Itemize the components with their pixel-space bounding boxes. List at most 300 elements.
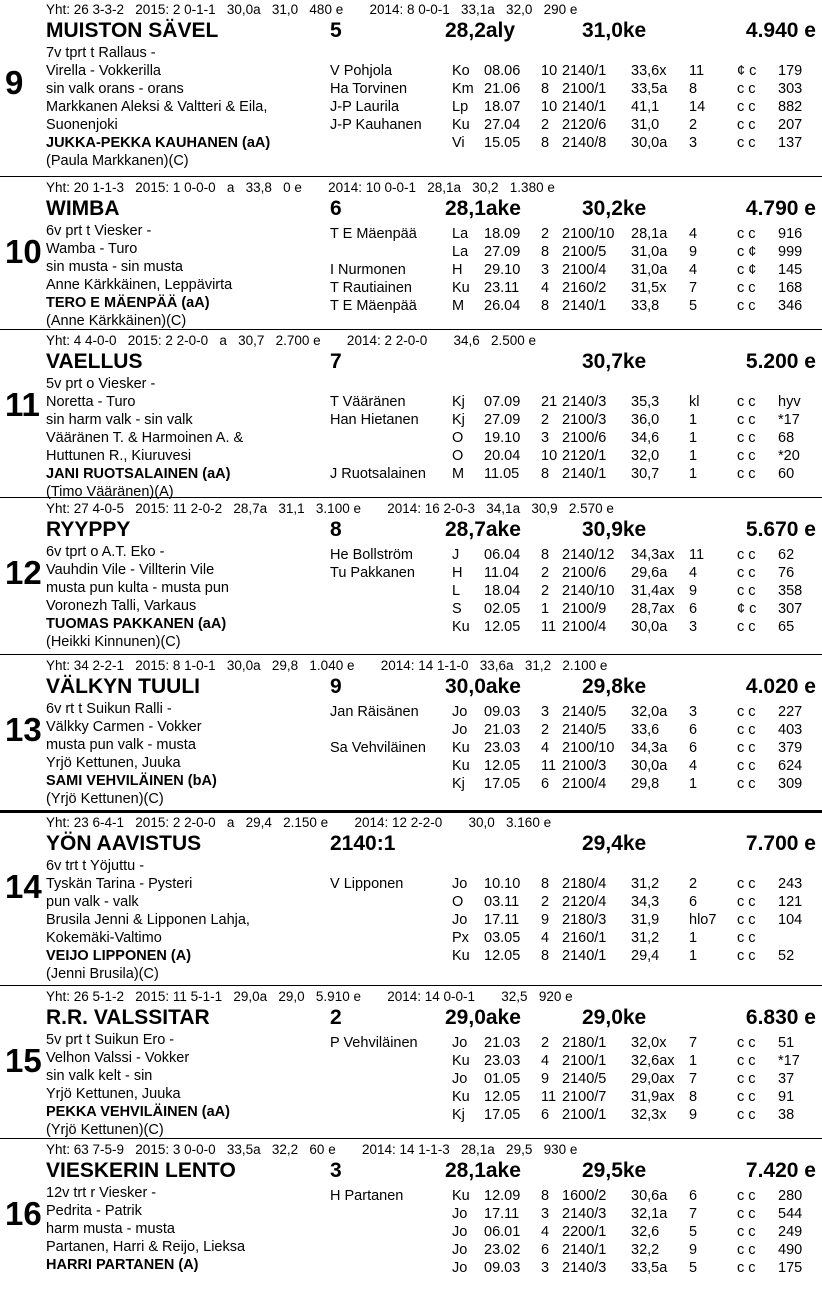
- start-st: 8: [541, 244, 550, 260]
- start-odds: 490: [778, 1242, 803, 1258]
- start-st: 6: [541, 1107, 550, 1123]
- start-odds: 37: [778, 1071, 795, 1087]
- start-st: 2: [541, 565, 550, 581]
- start-dist: 2100/10: [562, 226, 615, 242]
- start-sh: c ¢: [737, 244, 757, 260]
- start-date: 21.03: [484, 722, 521, 738]
- start-odds: 76: [778, 565, 795, 581]
- start-drv: Tu Pakkanen: [330, 565, 415, 581]
- start-odds: 346: [778, 298, 803, 314]
- start-sh: c c: [737, 226, 756, 242]
- post-position: 2140:1: [330, 832, 396, 855]
- start-sh: c c: [737, 912, 756, 928]
- start-time: 34,6: [631, 430, 660, 446]
- start-drv: J Ruotsalainen: [330, 466, 426, 482]
- start-st: 2: [541, 894, 550, 910]
- start-date: 12.05: [484, 948, 521, 964]
- pedigree-line: sin valk kelt - sin: [46, 1068, 153, 1084]
- record-auto: 30,0ake: [445, 675, 521, 698]
- start-odds: 175: [778, 1260, 803, 1276]
- start-pl: 14: [689, 99, 706, 115]
- pedigree-line: Vääränen T. & Harmoinen A. &: [46, 430, 244, 446]
- start-sh: c c: [737, 1089, 756, 1105]
- start-time: 30,0a: [631, 135, 668, 151]
- start-time: 34,3: [631, 894, 660, 910]
- horse-entry: [0, 987, 822, 1163]
- start-odds: 91: [778, 1089, 795, 1105]
- start-trk: Ku: [452, 758, 470, 774]
- start-trk: La: [452, 226, 469, 242]
- start-trk: La: [452, 244, 469, 260]
- pedigree-line: Brusila Jenni & Lipponen Lahja,: [46, 912, 250, 928]
- start-sh: c c: [737, 1053, 756, 1069]
- start-st: 3: [541, 1260, 550, 1276]
- start-trk: S: [452, 601, 462, 617]
- start-st: 8: [541, 948, 550, 964]
- start-sh: c c: [737, 394, 756, 410]
- pedigree-line: Anne Kärkkäinen, Leppävirta: [46, 277, 233, 293]
- start-date: 10.10: [484, 876, 521, 892]
- start-row: [0, 297, 822, 315]
- entry-record-stats: Yht: 23 6-4-1 2015: 2 2-0-0 a 29,4 2.150 e 2014: 12 2-2-0 30,0 3.160 e: [46, 815, 552, 830]
- start-st: 4: [541, 1053, 550, 1069]
- start-dist: 2120/4: [562, 894, 607, 910]
- start-drv: H Partanen: [330, 1188, 404, 1204]
- start-date: 11.04: [484, 565, 520, 581]
- start-date: 26.04: [484, 298, 521, 314]
- start-date: 01.05: [484, 1071, 521, 1087]
- start-sh: c c: [737, 298, 756, 314]
- start-time: 30,0a: [631, 758, 668, 774]
- start-dist: 2140/1: [562, 63, 607, 79]
- start-sh: ¢ c: [737, 63, 757, 79]
- start-sh: c c: [737, 430, 756, 446]
- start-sh: c c: [737, 619, 756, 635]
- start-odds: *20: [778, 448, 800, 464]
- start-trk: M: [452, 298, 465, 314]
- record-volt: 30,9ke: [582, 518, 647, 541]
- start-st: 11: [541, 758, 557, 774]
- start-time: 34,3ax: [631, 547, 675, 563]
- start-trk: Jo: [452, 1206, 468, 1222]
- prize-money: 5.670 e: [745, 518, 816, 541]
- start-row: [0, 775, 822, 793]
- start-odds: 403: [778, 722, 803, 738]
- start-pl: 3: [689, 135, 698, 151]
- start-date: 21.03: [484, 1035, 521, 1051]
- driver-name: JANI RUOTSALAINEN (aA): [46, 466, 231, 482]
- start-time: 33,5a: [631, 81, 668, 97]
- start-date: 17.11: [484, 912, 520, 928]
- start-odds: 145: [778, 262, 803, 278]
- pedigree-line: musta pun valk - musta: [46, 737, 196, 753]
- post-position: 7: [330, 350, 342, 373]
- start-row: [0, 1052, 822, 1070]
- start-drv: Sa Vehviläinen: [330, 740, 426, 756]
- start-trk: M: [452, 466, 465, 482]
- start-sh: c c: [737, 948, 756, 964]
- horse-entry: [0, 178, 822, 354]
- start-date: 12.05: [484, 758, 521, 774]
- start-trk: Ko: [452, 63, 470, 79]
- start-time: 32,6ax: [631, 1053, 675, 1069]
- start-dist: 2140/5: [562, 1071, 607, 1087]
- start-row: [0, 703, 822, 721]
- driver-name: TUOMAS PAKKANEN (aA): [46, 616, 227, 632]
- pedigree-line: Vauhdin Vile - Villterin Vile: [46, 562, 215, 578]
- start-drv: T E Mäenpää: [330, 298, 417, 314]
- start-pl: 8: [689, 1089, 698, 1105]
- trainer-name: (Paula Markkanen)(C): [46, 153, 189, 169]
- start-pl: 5: [689, 1260, 698, 1276]
- start-date: 07.09: [484, 394, 521, 410]
- pedigree-line: Välkky Carmen - Vokker: [46, 719, 202, 735]
- start-time: 32,3x: [631, 1107, 667, 1123]
- start-odds: 121: [778, 894, 803, 910]
- horse-name: MUISTON SÄVEL: [46, 19, 219, 42]
- start-st: 4: [541, 1224, 550, 1240]
- start-time: 31,2: [631, 930, 660, 946]
- start-drv: J-P Kauhanen: [330, 117, 422, 133]
- post-position: 6: [330, 197, 342, 220]
- pedigree-line: 5v prt o Viesker -: [46, 376, 156, 392]
- start-odds: 168: [778, 280, 803, 296]
- start-pl: 9: [689, 244, 698, 260]
- driver-name: HARRI PARTANEN (A): [46, 1257, 199, 1273]
- start-date: 17.05: [484, 776, 521, 792]
- start-trk: J: [452, 547, 460, 563]
- start-sh: c c: [737, 547, 756, 563]
- start-pl: 6: [689, 722, 698, 738]
- start-st: 11: [541, 619, 557, 635]
- start-date: 19.10: [484, 430, 521, 446]
- start-time: 30,6a: [631, 1188, 668, 1204]
- start-pl: hlo7: [689, 912, 717, 928]
- start-sh: c c: [737, 466, 756, 482]
- start-time: 32,0a: [631, 704, 668, 720]
- start-trk: Ku: [452, 1089, 470, 1105]
- post-position: 3: [330, 1159, 342, 1182]
- start-date: 18.09: [484, 226, 521, 242]
- start-odds: 51: [778, 1035, 795, 1051]
- start-st: 8: [541, 1188, 550, 1204]
- pedigree-line: 6v prt t Viesker -: [46, 223, 152, 239]
- start-pl: 4: [689, 565, 698, 581]
- horse-entry: [0, 499, 822, 675]
- start-trk: Jo: [452, 722, 468, 738]
- start-sh: c ¢: [737, 262, 757, 278]
- start-st: 8: [541, 298, 550, 314]
- entry-record-stats: Yht: 27 4-0-5 2015: 11 2-0-2 28,7a 31,1 3.100 e 2014: 16 2-0-3 34,1a 30,9 2.570 e: [46, 501, 614, 516]
- start-trk: Ku: [452, 280, 470, 296]
- entry-record-stats: Yht: 34 2-2-1 2015: 8 1-0-1 30,0a 29,8 1.040 e 2014: 14 1-1-0 33,6a 31,2 2.100 e: [46, 658, 608, 673]
- start-drv: Han Hietanen: [330, 412, 419, 428]
- start-st: 21: [541, 394, 558, 410]
- start-trk: Kj: [452, 394, 465, 410]
- pedigree-line: 5v prt t Suikun Ero -: [46, 1032, 175, 1048]
- start-sh: c c: [737, 81, 756, 97]
- start-dist: 2100/3: [562, 412, 607, 428]
- start-st: 8: [541, 876, 550, 892]
- start-row: [0, 1070, 822, 1088]
- horse-name: VAELLUS: [46, 350, 143, 373]
- start-date: 17.05: [484, 1107, 521, 1123]
- prize-money: 4.020 e: [745, 675, 816, 698]
- start-st: 4: [541, 280, 550, 296]
- start-row: [0, 116, 822, 134]
- start-pl: 3: [689, 619, 698, 635]
- entry-record-stats: Yht: 20 1-1-3 2015: 1 0-0-0 a 33,8 0 e 2014: 10 0-0-1 28,1a 30,2 1.380 e: [46, 180, 555, 195]
- start-date: 18.04: [484, 583, 521, 599]
- start-pl: 5: [689, 1224, 698, 1240]
- program-number: 11: [5, 386, 40, 423]
- start-time: 36,0: [631, 412, 660, 428]
- start-dist: 2100/1: [562, 1053, 607, 1069]
- start-sh: c c: [737, 1107, 756, 1123]
- start-dist: 2180/1: [562, 1035, 607, 1051]
- start-trk: Px: [452, 930, 469, 946]
- start-trk: Jo: [452, 912, 468, 928]
- start-date: 08.06: [484, 63, 521, 79]
- start-pl: 7: [689, 1035, 698, 1051]
- pedigree-line: Suonenjoki: [46, 117, 118, 133]
- start-dist: 2100/6: [562, 565, 607, 581]
- pedigree-line: Velhon Valssi - Vokker: [46, 1050, 190, 1066]
- start-row: [0, 411, 822, 429]
- pedigree-line: pun valk - valk: [46, 894, 139, 910]
- horse-name: YÖN AAVISTUS: [46, 832, 202, 855]
- start-time: 41,1: [631, 99, 660, 115]
- start-st: 3: [541, 430, 550, 446]
- program-number: 13: [5, 711, 42, 748]
- start-time: 31,0: [631, 117, 660, 133]
- start-drv: He Bollström: [330, 547, 413, 563]
- start-row: [0, 465, 822, 483]
- record-auto: 28,1ake: [445, 1159, 521, 1182]
- start-trk: Vi: [452, 135, 465, 151]
- start-date: 02.05: [484, 601, 521, 617]
- start-time: 29,0ax: [631, 1071, 675, 1087]
- start-st: 10: [541, 99, 558, 115]
- start-date: 09.03: [484, 704, 521, 720]
- start-row: [0, 739, 822, 757]
- pedigree-line: 12v trt r Viesker -: [46, 1185, 157, 1201]
- start-dist: 2140/5: [562, 722, 607, 738]
- horse-name: WIMBA: [46, 197, 120, 220]
- start-sh: c c: [737, 776, 756, 792]
- start-trk: H: [452, 262, 463, 278]
- start-drv: V Pohjola: [330, 63, 393, 79]
- post-position: 5: [330, 19, 342, 42]
- start-time: 33,6x: [631, 63, 667, 79]
- start-row: [0, 80, 822, 98]
- horse-entry: [0, 813, 822, 989]
- start-dist: 2100/4: [562, 619, 607, 635]
- start-sh: c c: [737, 758, 756, 774]
- start-sh: ¢ c: [737, 601, 757, 617]
- start-row: [0, 1259, 822, 1277]
- pedigree-line: 6v rt t Suikun Ralli -: [46, 701, 172, 717]
- start-st: 2: [541, 412, 550, 428]
- start-dist: 2100/5: [562, 244, 607, 260]
- start-trk: H: [452, 565, 463, 581]
- start-row: [0, 546, 822, 564]
- start-row: [0, 600, 822, 618]
- start-time: 33,8: [631, 298, 660, 314]
- horse-name: R.R. VALSSITAR: [46, 1006, 210, 1029]
- start-dist: 2140/3: [562, 394, 607, 410]
- pedigree-line: Markkanen Aleksi & Valtteri & Eila,: [46, 99, 268, 115]
- start-sh: c c: [737, 448, 756, 464]
- prize-money: 5.200 e: [745, 350, 816, 373]
- start-sh: c c: [737, 412, 756, 428]
- start-st: 6: [541, 776, 550, 792]
- start-trk: Jo: [452, 876, 468, 892]
- pedigree-line: Pedrita - Patrik: [46, 1203, 142, 1219]
- start-row: [0, 1205, 822, 1223]
- start-time: 32,0x: [631, 1035, 667, 1051]
- start-odds: *17: [778, 412, 800, 428]
- record-volt: 29,8ke: [582, 675, 647, 698]
- start-drv: Jan Räisänen: [330, 704, 419, 720]
- start-odds: 379: [778, 740, 803, 756]
- start-date: 27.04: [484, 117, 521, 133]
- start-odds: 65: [778, 619, 795, 635]
- trainer-name: (Yrjö Kettunen)(C): [46, 791, 164, 807]
- pedigree-line: sin musta - sin musta: [46, 259, 183, 275]
- start-st: 8: [541, 81, 550, 97]
- record-volt: 29,0ke: [582, 1006, 647, 1029]
- start-date: 17.11: [484, 1206, 520, 1222]
- start-sh: c c: [737, 1071, 756, 1087]
- start-odds: 227: [778, 704, 803, 720]
- start-date: 20.04: [484, 448, 521, 464]
- trainer-name: (Yrjö Kettunen)(C): [46, 1122, 164, 1138]
- start-st: 4: [541, 740, 550, 756]
- start-dist: 2140/10: [562, 583, 615, 599]
- start-time: 32,0: [631, 448, 660, 464]
- start-pl: 1: [689, 466, 698, 482]
- start-dist: 2100/6: [562, 430, 607, 446]
- start-date: 23.11: [484, 280, 520, 296]
- start-dist: 2100/10: [562, 740, 615, 756]
- start-trk: Ku: [452, 1188, 470, 1204]
- start-row: [0, 261, 822, 279]
- start-pl: 6: [689, 894, 698, 910]
- pedigree-line: Huttunen R., Kiuruvesi: [46, 448, 192, 464]
- program-number: 9: [5, 64, 24, 101]
- start-row: [0, 429, 822, 447]
- start-st: 8: [541, 466, 550, 482]
- start-odds: 179: [778, 63, 803, 79]
- start-date: 23.02: [484, 1242, 521, 1258]
- start-sh: c c: [737, 1260, 756, 1276]
- start-row: [0, 134, 822, 152]
- start-date: 23.03: [484, 1053, 521, 1069]
- record-auto: 28,2aly: [445, 19, 516, 42]
- start-row: [0, 875, 822, 893]
- start-st: 2: [541, 722, 550, 738]
- start-dist: 2140/1: [562, 298, 607, 314]
- start-trk: Km: [452, 81, 474, 97]
- pedigree-line: Virella - Vokkerilla: [46, 63, 161, 79]
- start-dist: 2160/2: [562, 280, 607, 296]
- start-pl: 1: [689, 412, 698, 428]
- start-pl: 7: [689, 1071, 698, 1087]
- start-time: 30,7: [631, 466, 660, 482]
- start-row: [0, 1223, 822, 1241]
- start-sh: c c: [737, 280, 756, 296]
- start-odds: 104: [778, 912, 803, 928]
- start-dist: 2140/1: [562, 1242, 607, 1258]
- start-time: 32,1a: [631, 1206, 668, 1222]
- start-dist: 2100/4: [562, 776, 607, 792]
- start-pl: 2: [689, 876, 698, 892]
- start-date: 27.09: [484, 244, 521, 260]
- start-dist: 2120/6: [562, 117, 607, 133]
- start-time: 31,0a: [631, 244, 668, 260]
- trainer-name: (Anne Kärkkäinen)(C): [46, 313, 187, 329]
- driver-name: SAMI VEHVILÄINEN (bA): [46, 773, 217, 789]
- start-trk: Ku: [452, 117, 470, 133]
- start-trk: L: [452, 583, 461, 599]
- pedigree-line: Wamba - Turo: [46, 241, 138, 257]
- start-row: [0, 447, 822, 465]
- start-sh: c c: [737, 894, 756, 910]
- start-trk: Ku: [452, 740, 470, 756]
- start-pl: 1: [689, 930, 698, 946]
- start-time: 30,0a: [631, 619, 668, 635]
- start-time: 33,5a: [631, 1260, 668, 1276]
- start-dist: 2100/1: [562, 1107, 607, 1123]
- start-odds: *17: [778, 1053, 800, 1069]
- start-trk: O: [452, 430, 464, 446]
- start-st: 3: [541, 262, 550, 278]
- post-position: 8: [330, 518, 342, 541]
- start-row: [0, 929, 822, 947]
- pedigree-line: Kokemäki-Valtimo: [46, 930, 162, 946]
- post-position: 9: [330, 675, 342, 698]
- pedigree-line: Partanen, Harri & Reijo, Lieksa: [46, 1239, 246, 1255]
- start-st: 4: [541, 930, 550, 946]
- start-pl: 4: [689, 262, 698, 278]
- start-odds: 303: [778, 81, 803, 97]
- start-time: 31,0a: [631, 262, 668, 278]
- start-odds: 249: [778, 1224, 803, 1240]
- start-dist: 1600/2: [562, 1188, 607, 1204]
- start-pl: 6: [689, 601, 698, 617]
- start-pl: 4: [689, 758, 698, 774]
- start-date: 21.06: [484, 81, 521, 97]
- start-drv: J-P Laurila: [330, 99, 400, 115]
- start-st: 2: [541, 117, 550, 133]
- horse-entry: [0, 0, 822, 176]
- start-drv: T Rautiainen: [330, 280, 412, 296]
- program-number: 12: [5, 554, 42, 591]
- pedigree-line: 6v trt t Yöjuttu -: [46, 858, 145, 874]
- start-pl: 8: [689, 81, 698, 97]
- start-trk: Jo: [452, 1242, 468, 1258]
- start-trk: Kj: [452, 1107, 465, 1123]
- pedigree-line: harm musta - musta: [46, 1221, 175, 1237]
- start-st: 8: [541, 547, 550, 563]
- start-time: 31,4ax: [631, 583, 675, 599]
- record-volt: 30,2ke: [582, 197, 647, 220]
- program-number: 15: [5, 1042, 42, 1079]
- entry-divider: [0, 176, 822, 177]
- record-volt: 29,4ke: [582, 832, 647, 855]
- start-pl: 1: [689, 776, 698, 792]
